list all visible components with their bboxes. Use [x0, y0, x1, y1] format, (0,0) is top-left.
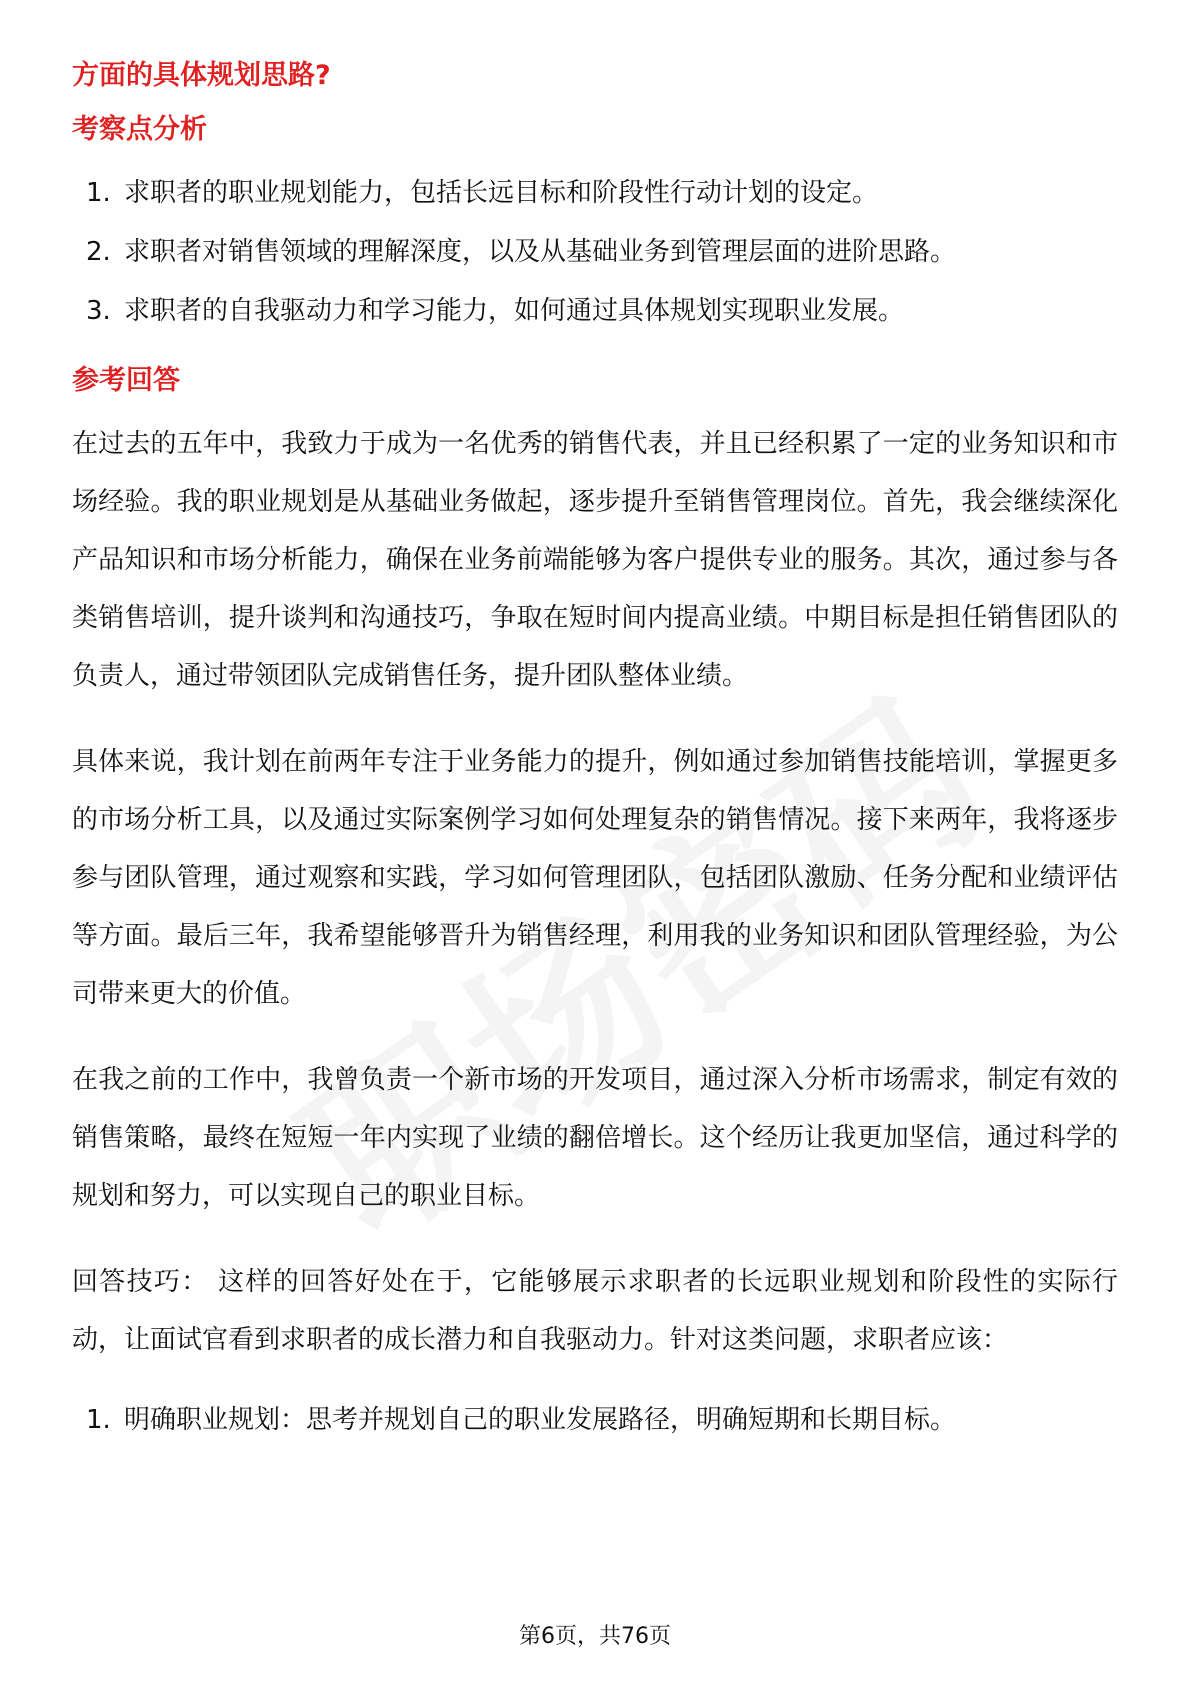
list-item	[72, 1391, 1118, 1450]
answer-paragraph: 具体来说，我计划在前两年专注于业务能力的提升，例如通过参加销售技能培训，掌握更多的市场分析工具，以及通过实际案例学习如何处理复杂的销售情况。接下来两年，我将逐步参与团队管理，通过观察和实践，学习如何管理团队，包括团队激励、任务分配和业绩评估等方面。最后三年，我希望能够晋升为销售经理，利用我的业务知识和团队管理经验，为公司带来更大的价值。	[72, 747, 1118, 1009]
analysis-heading: 考察点分析	[72, 114, 207, 145]
answer-heading: 参考回答	[72, 365, 180, 396]
list-item-text: 求职者对销售领域的理解深度，以及从基础业务到管理层面的进阶思路。	[124, 237, 957, 267]
page-footer: 第6页，共76页	[519, 1624, 671, 1649]
answer-paragraph: 在过去的五年中，我致力于成为一名优秀的销售代表，并且已经积累了一定的业务知识和市场经验。我的职业规划是从基础业务做起，逐步提升至销售管理岗位。首先，我会继续深化产品知识和市场分析能力，确保在业务前端能够为客户提供专业的服务。其次，通过参与各类销售培训，提升谈判和沟通技巧，争取在短时间内提高业绩。中期目标是担任销售团队的负责人，通过带领团队完成销售任务，提升团队整体业绩。	[72, 429, 1118, 691]
list-item	[72, 223, 1118, 282]
list-number: 2.	[86, 237, 111, 267]
document-page	[72, 52, 1118, 1450]
question-title: 方面的具体规划思路?	[72, 60, 331, 91]
tips-paragraph: 回答技巧： 这样的回答好处在于，它能够展示求职者的长远职业规划和阶段性的实际行动，让面试官看到求职者的成长潜力和自我驱动力。针对这类问题，求职者应该：	[72, 1267, 1118, 1355]
list-number: 3.	[86, 296, 111, 326]
list-item	[72, 282, 1118, 341]
answer-paragraph: 在我之前的工作中，我曾负责一个新市场的开发项目，通过深入分析市场需求，制定有效的销售策略，最终在短短一年内实现了业绩的翻倍增长。这个经历让我更加坚信，通过科学的规划和努力，可以实现自己的职业目标。	[72, 1065, 1118, 1211]
tips-list	[72, 1391, 1118, 1450]
list-item-text: 求职者的自我驱动力和学习能力，如何通过具体规划实现职业发展。	[124, 296, 905, 326]
list-item	[72, 164, 1118, 223]
analysis-list	[72, 164, 1118, 341]
list-number: 1.	[86, 1405, 111, 1435]
list-item-text: 明确职业规划：思考并规划自己的职业发展路径，明确短期和长期目标。	[124, 1405, 957, 1435]
list-number: 1.	[86, 178, 111, 208]
list-item-text: 求职者的职业规划能力，包括长远目标和阶段性行动计划的设定。	[124, 178, 879, 208]
